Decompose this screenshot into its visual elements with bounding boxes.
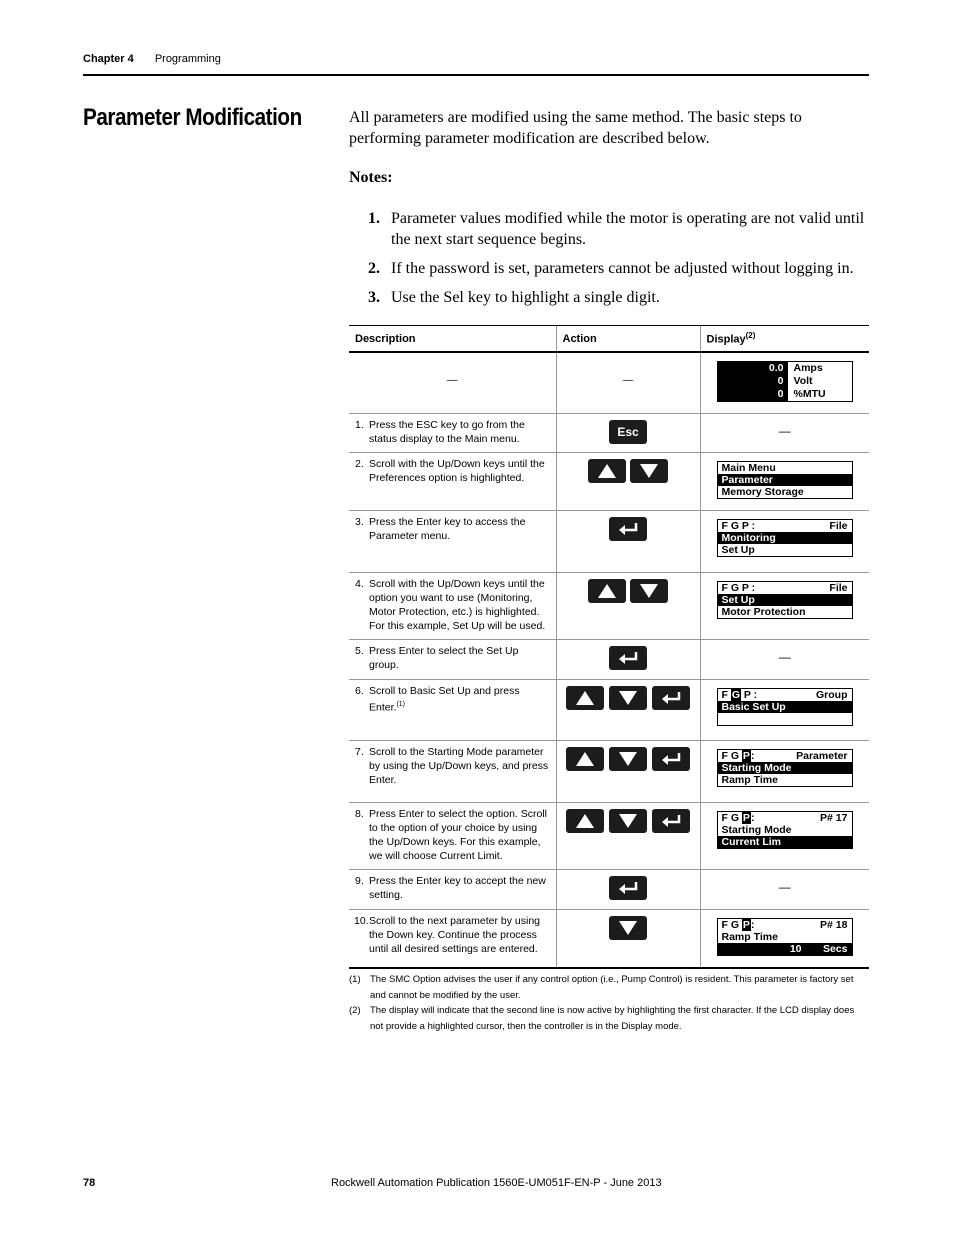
up-arrow-key-icon bbox=[588, 579, 626, 603]
lcd-display-set-up: F G P : File Set Up Motor Protection bbox=[717, 581, 853, 619]
lcd-display-parameter-menu: F G P : File Monitoring Set Up bbox=[717, 519, 853, 557]
enter-key-icon bbox=[652, 809, 690, 833]
notes-list bbox=[368, 208, 868, 316]
table-row bbox=[349, 740, 869, 802]
lcd-display-status: 0.0 Amps 0 Volt 0 %MTU bbox=[717, 361, 853, 402]
footnote-text: The display will indicate that the second line is now active by highlighting the first character. If the LCD display does not provide a highlighted cursor, then the controller is in the Display mode. bbox=[370, 1005, 855, 1032]
table-row bbox=[349, 352, 869, 413]
down-arrow-key-icon bbox=[630, 579, 668, 603]
row-description: 5. Press Enter to select the Set Up group. bbox=[355, 644, 519, 671]
lcd-display-group: F G P : Group Basic Set Up bbox=[717, 688, 853, 726]
table-row bbox=[349, 869, 869, 909]
footnote-text: The SMC Option advises the user if any control option (i.e., Pump Control) is resident. This parameter is factory set and cannot be modified by the user. bbox=[370, 974, 854, 1001]
footnote bbox=[349, 972, 869, 1004]
note-text: Parameter values modified while the motor is operating are not valid until the next start sequence begins. bbox=[391, 210, 865, 248]
table-row bbox=[349, 572, 869, 639]
header-rule bbox=[83, 74, 869, 76]
chapter-label: Chapter 4 bbox=[83, 53, 134, 65]
down-arrow-key-icon bbox=[609, 809, 647, 833]
col-header-description: Description bbox=[349, 326, 556, 353]
row-description: — bbox=[447, 374, 458, 386]
enter-key-icon bbox=[609, 517, 647, 541]
down-arrow-key-icon bbox=[609, 916, 647, 940]
row-description: 6. Scroll to Basic Set Up and press Enter.$^{(1)}$ bbox=[355, 684, 520, 713]
procedure-table bbox=[349, 325, 869, 969]
page-number: 78 bbox=[83, 1177, 96, 1189]
row-action-none: — bbox=[622, 374, 634, 386]
table-row bbox=[349, 802, 869, 869]
down-arrow-key-icon bbox=[609, 747, 647, 771]
footnote-mark: (1) bbox=[349, 974, 361, 985]
notes-label: Notes: bbox=[349, 169, 393, 186]
row-description: 8. Press Enter to select the option. Scroll to the option of your choice by using the Up/Down keys. For this example, we will choose Current Limit. bbox=[355, 807, 548, 862]
note-text: If the password is set, parameters cannot be adjusted without logging in. bbox=[391, 260, 854, 277]
col-header-action: Action bbox=[556, 326, 700, 353]
up-arrow-key-icon bbox=[566, 747, 604, 771]
display-none: — bbox=[778, 423, 791, 438]
running-header bbox=[83, 53, 221, 65]
note-item bbox=[368, 208, 868, 250]
table-row bbox=[349, 679, 869, 740]
down-arrow-key-icon bbox=[630, 459, 668, 483]
page-title: Parameter Modification bbox=[83, 104, 302, 131]
row-description: 1. Press the ESC key to go from the status display to the Main menu. bbox=[355, 418, 525, 445]
table-row bbox=[349, 510, 869, 572]
display-none: — bbox=[778, 879, 791, 894]
enter-key-icon bbox=[609, 646, 647, 670]
display-none: — bbox=[778, 649, 791, 664]
lcd-display-parameter: F G P: Parameter Starting Mode Ramp Time bbox=[717, 749, 853, 787]
intro-paragraph: All parameters are modified using the same method. The basic steps to performing parameter modification are described below. bbox=[349, 109, 802, 147]
up-arrow-key-icon bbox=[566, 686, 604, 710]
row-description: 2. Scroll with the Up/Down keys until the Preferences option is highlighted. bbox=[355, 457, 545, 484]
down-arrow-key-icon bbox=[609, 686, 647, 710]
note-text: Use the Sel key to highlight a single digit. bbox=[391, 289, 660, 306]
enter-key-icon bbox=[652, 686, 690, 710]
row-description: 4. Scroll with the Up/Down keys until the option you want to use (Monitoring, Motor Protection, etc.) is highlighted. For this example, Set Up will be used. bbox=[355, 577, 546, 632]
col-header-display: Display$^{(2)}$ bbox=[700, 326, 869, 353]
table-row bbox=[349, 909, 869, 968]
section-label: Programming bbox=[154, 53, 221, 65]
note-number: 2. bbox=[368, 260, 380, 277]
row-description: 3. Press the Enter key to access the Parameter menu. bbox=[355, 515, 526, 542]
up-arrow-key-icon bbox=[588, 459, 626, 483]
note-item bbox=[368, 287, 868, 308]
esc-key: Esc bbox=[609, 420, 647, 444]
table-row bbox=[349, 639, 869, 679]
note-number: 3. bbox=[368, 289, 380, 306]
up-arrow-key-icon bbox=[566, 809, 604, 833]
lcd-display-next-parameter: F G P: P# 18 Ramp Time 10 Secs bbox=[717, 918, 853, 956]
note-number: 1. bbox=[368, 210, 380, 227]
publication-footer: Rockwell Automation Publication 1560E-UM051F-EN-P - June 2013 bbox=[331, 1177, 662, 1189]
lcd-display-main-menu: Main Menu Parameter Memory Storage bbox=[717, 461, 853, 499]
table-row bbox=[349, 413, 869, 452]
row-description: 10. Scroll to the next parameter by using the Down key. Continue the process until all desired settings are entered. bbox=[354, 914, 541, 955]
table-row bbox=[349, 452, 869, 510]
lcd-display-option: F G P: P# 17 Starting Mode Current Lim bbox=[717, 811, 853, 849]
row-description: 7. Scroll to the Starting Mode parameter by using the Up/Down keys, and press Enter. bbox=[355, 745, 549, 786]
footnote bbox=[349, 1003, 869, 1035]
footnote-mark: (2) bbox=[349, 1005, 361, 1016]
enter-key-icon bbox=[609, 876, 647, 900]
enter-key-icon bbox=[652, 747, 690, 771]
note-item bbox=[368, 258, 868, 279]
row-description: 9. Press the Enter key to accept the new setting. bbox=[355, 874, 546, 901]
